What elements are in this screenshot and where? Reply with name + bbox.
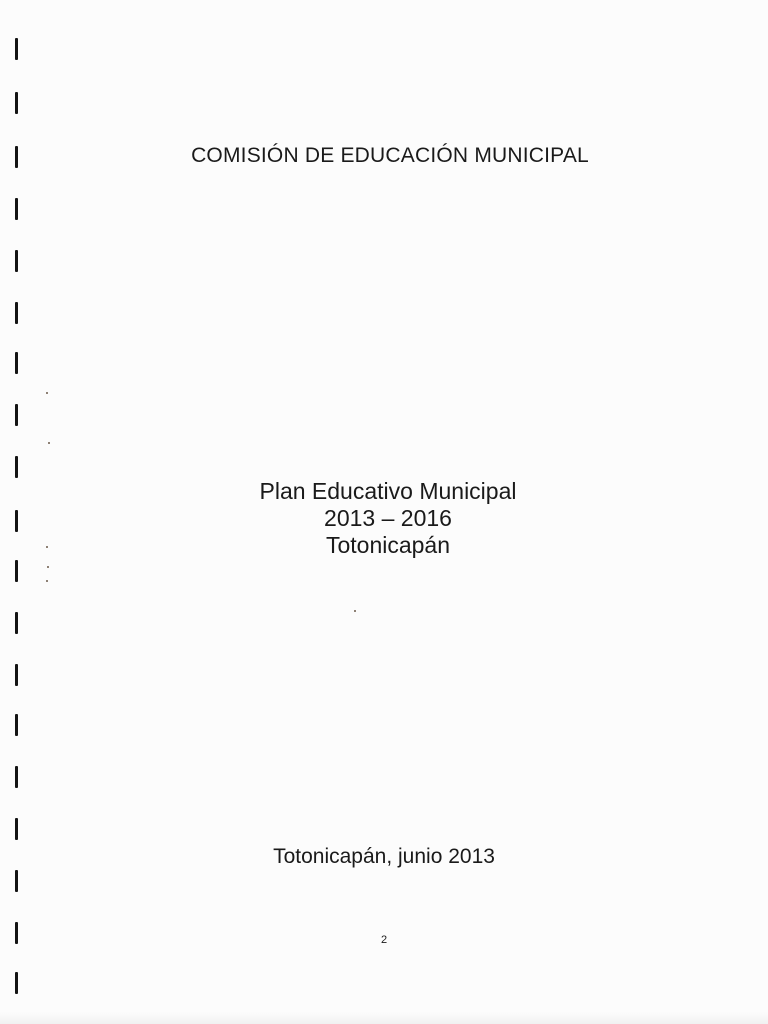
binding-hole-mark	[15, 404, 18, 426]
binding-hole-mark	[15, 92, 18, 114]
commission-title: COMISIÓN DE EDUCACIÓN MUNICIPAL	[191, 144, 589, 167]
scan-speck	[354, 610, 356, 612]
binding-hole-mark	[15, 456, 18, 478]
place-date: Totonicapán, junio 2013	[273, 845, 495, 868]
binding-hole-mark	[15, 818, 18, 840]
plan-title: Plan Educativo Municipal	[259, 478, 517, 504]
scan-bottom-edge	[0, 1012, 768, 1024]
binding-hole-mark	[15, 302, 18, 324]
plan-title-block	[0, 478, 768, 559]
binding-hole-mark	[15, 612, 18, 634]
binding-hole-mark	[15, 352, 18, 374]
binding-hole-mark	[15, 250, 18, 272]
binding-hole-mark	[15, 766, 18, 788]
binding-hole-mark	[15, 198, 18, 220]
page-number: 2	[380, 934, 388, 946]
plan-years: 2013 – 2016	[324, 505, 452, 531]
scan-speck	[48, 442, 50, 444]
binding-hole-mark	[15, 560, 18, 582]
binding-hole-mark	[15, 972, 18, 994]
plan-location: Totonicapán	[325, 532, 451, 558]
binding-hole-mark	[15, 714, 18, 736]
scan-speck	[46, 580, 48, 582]
binding-hole-mark	[15, 870, 18, 892]
binding-hole-mark	[15, 38, 18, 60]
binding-hole-mark	[15, 664, 18, 686]
scan-speck	[46, 392, 48, 394]
scan-speck	[47, 566, 49, 568]
